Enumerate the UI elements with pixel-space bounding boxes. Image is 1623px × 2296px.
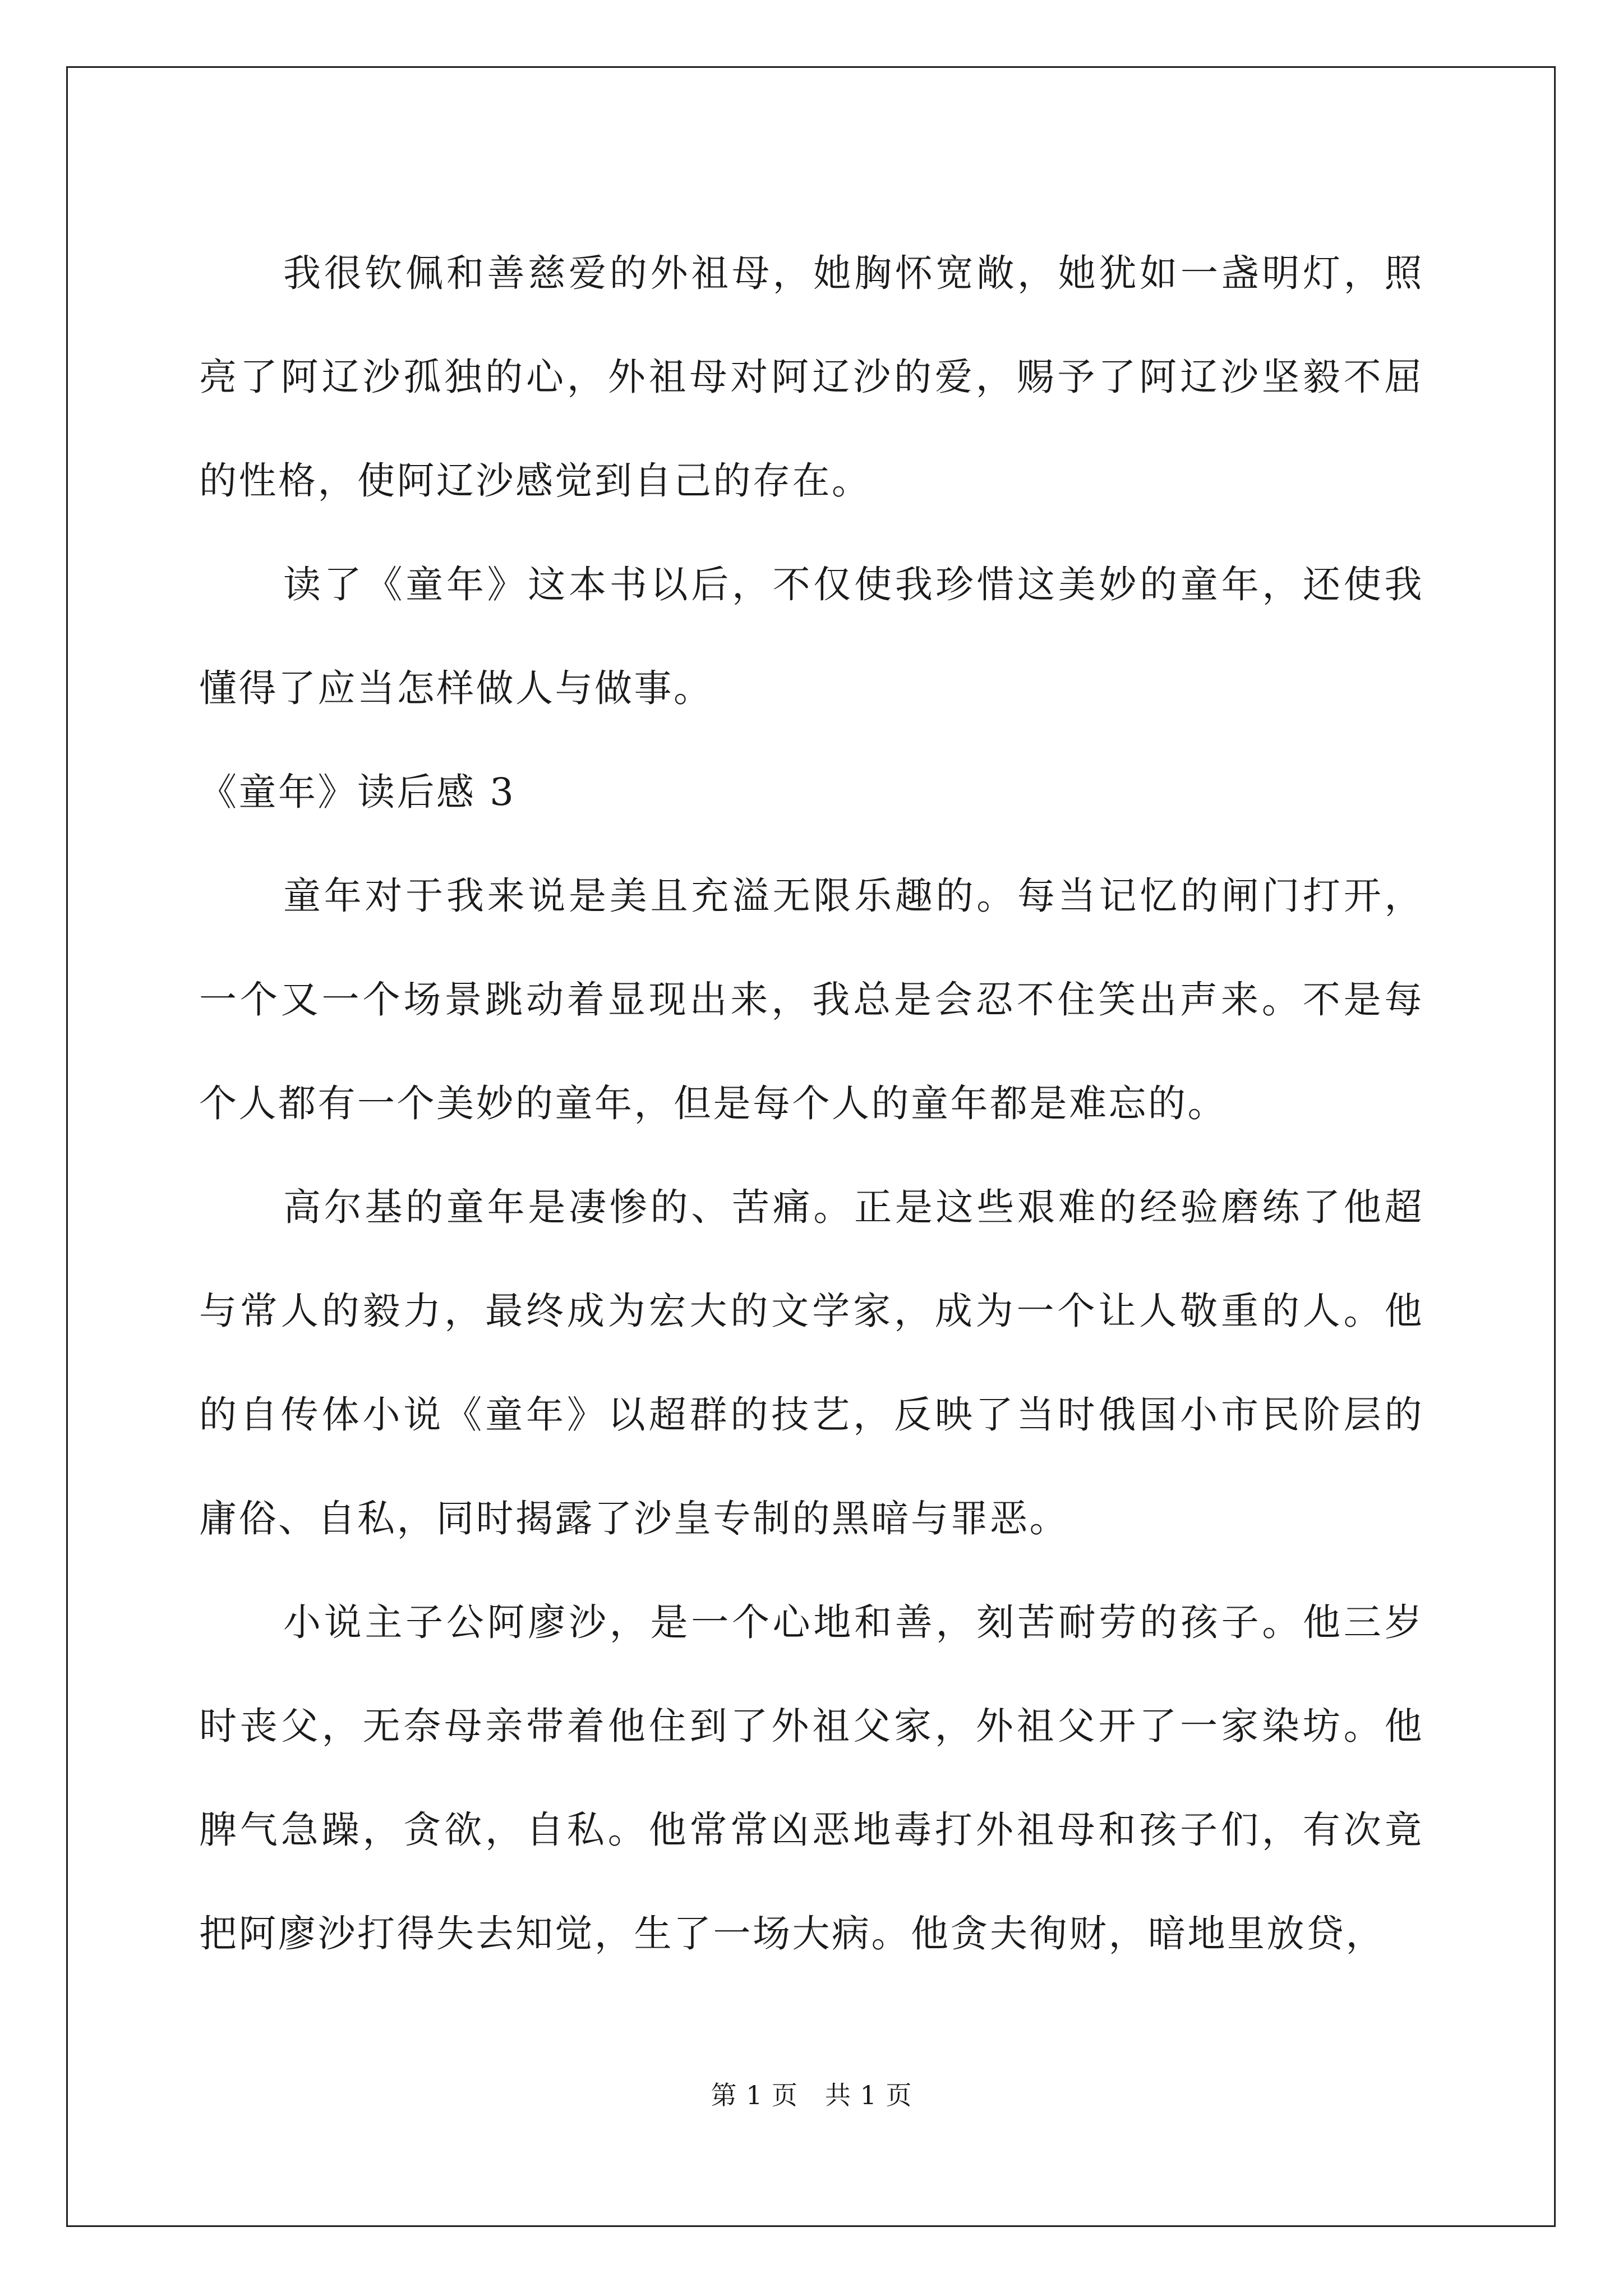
paragraph: 读了《童年》这本书以后，不仅使我珍惜这美妙的童年，还使我懂得了应当怎样做人与做事。 xyxy=(199,563,1424,710)
page-footer xyxy=(0,2078,1623,2112)
paragraph: 我很钦佩和善慈爱的外祖母，她胸怀宽敞，她犹如一盏明灯，照亮了阿辽沙孤独的心，外祖母对阿辽沙的爱，赐予了阿辽沙坚毅不屈的性格，使阿辽沙感觉到自己的存在。 xyxy=(199,251,1424,503)
paragraph: 高尔基的童年是凄惨的、苦痛。正是这些艰难的经验磨练了他超与常人的毅力，最终成为宏大的文学家，成为一个让人敬重的人。他的自传体小说《童年》以超群的技艺，反映了当时俄国小市民阶层的庸俗、自私，同时揭露了沙皇专制的黑暗与罪恶。 xyxy=(199,1185,1424,1540)
paragraph: 小说主子公阿廖沙，是一个心地和善，刻苦耐劳的孩子。他三岁时丧父，无奈母亲带着他住到了外祖父家，外祖父开了一家染坊。他脾气急躁，贪欲，自私。他常常凶恶地毒打外祖母和孩子们，有次竟把阿廖沙打得失去知觉，生了一场大病。他贪夫徇财，暗地里放贷， xyxy=(199,1600,1424,1955)
section-heading: 《童年》读后感 3 xyxy=(199,770,516,814)
document-body xyxy=(199,222,1424,1986)
page-number: 第 1 页 xyxy=(711,2080,798,2110)
page-total: 共 1 页 xyxy=(825,2080,912,2110)
paragraph: 童年对于我来说是美且充溢无限乐趣的。每当记忆的闸门打开，一个又一个场景跳动着显现出来，我总是会忍不住笑出声来。不是每个人都有一个美妙的童年，但是每个人的童年都是难忘的。 xyxy=(199,874,1424,1125)
